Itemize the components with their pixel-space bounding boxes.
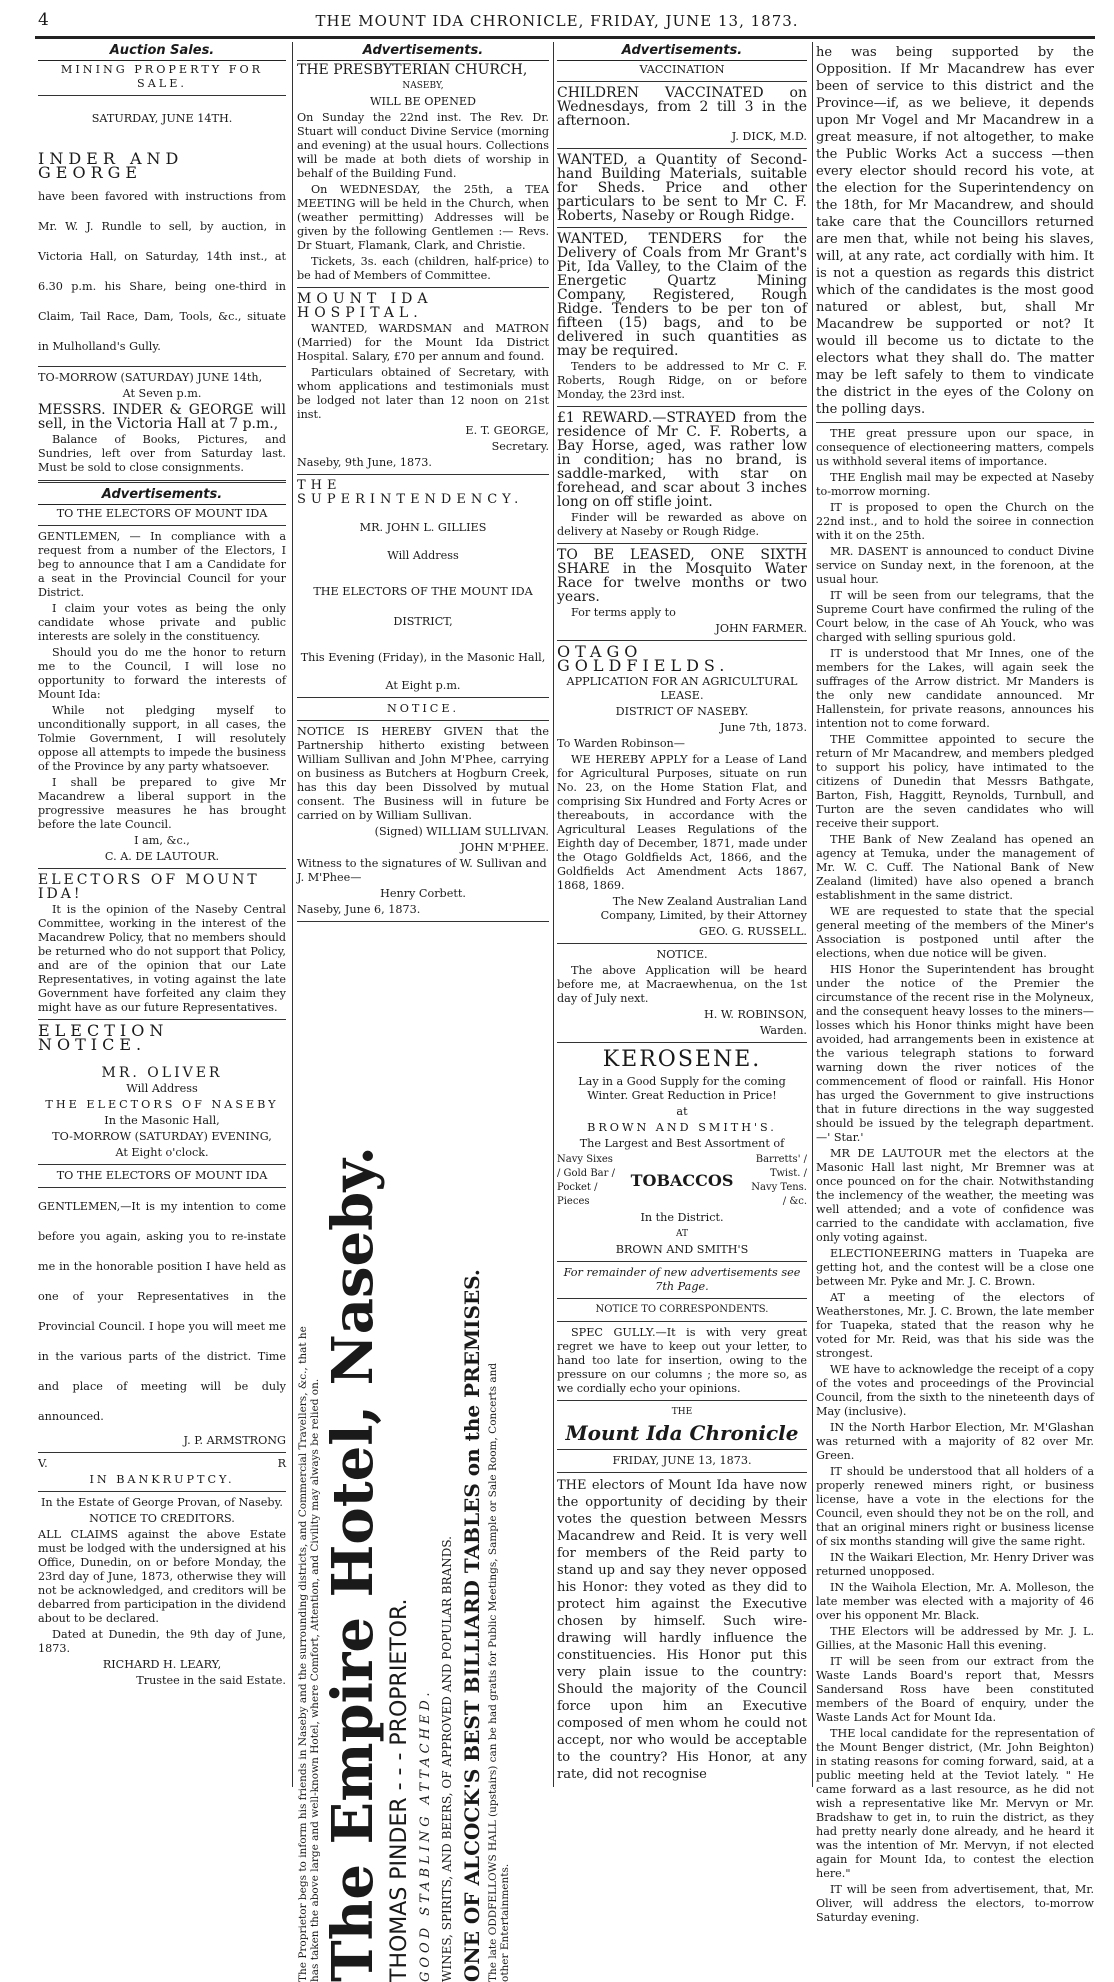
- page-header: [0, 0, 1114, 40]
- ad-text: At Eight o'clock.: [115, 1146, 209, 1159]
- column-divider: [812, 42, 813, 1787]
- ad-body: Particulars obtained of Secretary, with whom applications and testimonials must be lodged not later than 12 noon on 21st inst.: [297, 366, 549, 421]
- column-divider: [292, 42, 293, 1787]
- ad-text: THE ELECTORS OF NASEBY: [45, 1098, 279, 1111]
- ad-text: In the District.: [640, 1211, 724, 1224]
- news-item: IN the Waikari Election, Mr. Henry Driver was returned unopposed.: [816, 1551, 1094, 1578]
- news-item: THE English mail may be expected at Naseby to-morrow morning.: [816, 471, 1094, 498]
- ad-heading: KEROSENE.: [602, 1047, 762, 1072]
- ad-signature: GEO. G. RUSSELL.: [699, 925, 807, 938]
- ad-text: The Largest and Best Assortment of: [579, 1137, 785, 1150]
- ad-body: Tickets, 3s. each (children, half-price) to be had of Members of Committee.: [297, 255, 549, 282]
- ad-heading: INDER AND GEORGE: [38, 149, 184, 182]
- news-item: THE Bank of New Zealand has opened an agency at Temuka, under the management of Mr. W. C. Cuff. The National Bank of New Zealand (limited) have also opened a branch establishment in the same district.: [816, 833, 1094, 902]
- editorial-text: he was being supported by the Opposition. If Mr Macandrew has ever been of service to this district and the Province—if, as we believe, it depends upon Mr Vogel and Mr Macandrew in a great measure, if not altogether, to make the Public Works Act a success —then every elector should record his vote, at the election for the Superintendency on the 18th, for Mr Macandrew, and should take care that the Councillors returned are men that, while not being his slaves, will, at any rate, act cordially with him. It is not a question as regards this district which of the candidates is the most good natured or ablest, but, shall Mr Macandrew be supported or not? It would ill become us to dictate to the electors what they shall do. The matter may be left safely to them to vindicate the district in the eyes of the Colony on the polling days.: [816, 45, 1094, 417]
- ad-name: MR. OLIVER: [101, 1065, 223, 1081]
- ad-text: For remainder of new advertisements see 7th Page.: [563, 1266, 801, 1293]
- news-item: IT will be seen from our telegrams, that the Supreme Court have confirmed the ruling of the Court below, in the case of Ah Youck, who was charged with selling spurious gold.: [816, 589, 1094, 644]
- hotel-text: GOOD STABLING ATTACHED.: [418, 1688, 433, 1982]
- ad-date: TO-MORROW (SATURDAY) JUNE 14th,: [38, 371, 263, 384]
- ad-heading: ELECTORS OF MOUNT IDA!: [38, 872, 260, 902]
- ad-body: NOTICE IS HEREBY GIVEN that the Partnership hitherto existing between William Sullivan and John M'Phee, carrying on business as Butchers at Hogburn Creek, has this day been Dissolved by mutual consent. The Business will in future be carried on by William Sullivan.: [297, 725, 549, 822]
- ad-heading: ELECTION NOTICE.: [38, 1021, 169, 1054]
- ad-body: The above Application will be heard before me, at Macraewhenua, on the 1st day of July next.: [557, 964, 807, 1005]
- ad-body: Dated at Dunedin, the 9th day of June, 1873.: [38, 1628, 286, 1655]
- column-1: [38, 42, 286, 1787]
- news-item: IT is proposed to open the Church on the 22nd inst., and to hold the soiree in connection with it on the 25th.: [816, 501, 1094, 542]
- ad-signature: JOHN M'PHEE.: [460, 841, 549, 854]
- news-item: WE have to acknowledge the receipt of a copy of the votes and proceedings of the Provincial Council, from the sixth to the nineteenth days of May (inclusive).: [816, 1363, 1094, 1418]
- ad-heading: IN BANKRUPTCY.: [89, 1473, 235, 1486]
- ad-body: MESSRS. INDER & GEORGE will sell, in the Victoria Hall at 7 p.m.,: [38, 402, 286, 432]
- hotel-text: The late ODDFELLOWS HALL (upstairs) can be had gratis for Public Meetings, Sample or Sale Room, Concerts and: [487, 1362, 499, 1982]
- column-4: [816, 42, 1094, 1924]
- ad-title: MINING PROPERTY FOR SALE.: [60, 63, 264, 90]
- ad-signature: (Signed) WILLIAM SULLIVAN.: [374, 825, 549, 838]
- hotel-text: WINES, SPIRITS, AND BEERS, OF APPROVED AND POPULAR BRANDS.: [440, 1536, 454, 1982]
- ad-signature: RICHARD H. LEARY,: [102, 1658, 222, 1671]
- ad-text: at: [676, 1105, 688, 1118]
- ad-text: At Eight p.m.: [385, 679, 461, 692]
- hotel-text: The Proprietor begs to inform his friends in Naseby and the surrounding districts, and Commercial Travellers, &c., that he: [297, 1326, 309, 1982]
- page-number: 4: [38, 10, 49, 30]
- rule: [38, 95, 286, 96]
- ad-text: Will Address: [126, 1082, 198, 1095]
- ad-text: In the Masonic Hall,: [104, 1114, 220, 1127]
- ad-text: Lay in a Good Supply for the coming Winter. Great Reduction in Price!: [578, 1075, 786, 1102]
- news-item: ELECTIONEERING matters in Tuapeka are getting hot, and the contest will be a close one between Mr. Pyke and Mr. J. C. Brown.: [816, 1247, 1094, 1288]
- section-heading: Advertisements.: [297, 44, 549, 61]
- page-title: THE MOUNT IDA CHRONICLE, FRIDAY, JUNE 13, 1873.: [315, 12, 799, 30]
- news-item: THE great pressure upon our space, in consequence of electioneering matters, compels us withhold several items of importance.: [816, 427, 1094, 468]
- news-item: THE Electors will be addressed by Mr. J. L. Gillies, at the Masonic Hall this evening.: [816, 1625, 1094, 1652]
- ad-heading: OTAGO GOLDFIELDS.: [557, 642, 730, 675]
- ad-text: For terms apply to: [571, 606, 676, 619]
- ad-text: NOTICE TO CREDITORS.: [89, 1512, 235, 1525]
- ad-body: TO BE LEASED, ONE SIXTH SHARE in the Mosquito Water Race for twelve months or two years.: [557, 547, 807, 605]
- ad-text: BROWN AND SMITH'S: [615, 1243, 749, 1256]
- news-item: IN the North Harbor Election, Mr. M'Glashan was returned with a majority of 82 over Mr. Green.: [816, 1421, 1094, 1462]
- ad-text: In the Estate of George Provan, of Naseby.: [41, 1496, 283, 1509]
- hotel-proprietor: THOMAS PINDER - - - PROPRIETOR.: [387, 1598, 412, 1982]
- column-3: [557, 42, 807, 1787]
- editorial-text: THE electors of Mount Ida have now the opportunity of deciding by their votes the question between Messrs Macandrew and Reid. It is very well for members of the Reid party to stand up and say they never opposed his Honor: they voted as they did to protect him against the Executive chosen by himself. Such wire-drawing will hardly influence the constituencies. His Honor put this very plain issue to the country: Should the majority of the Council force upon him an Executive composed of men whom he could not accept, nor who would be acceptable to the country? His Honor, at any rate, did not recognise: [557, 1478, 807, 1782]
- ad-text: To Warden Robinson—: [557, 737, 685, 750]
- news-item: MR. DASENT is announced to conduct Divine service on Sunday next, in the forenoon, at the usual hour.: [816, 545, 1094, 586]
- ad-text: NASEBY,: [402, 81, 444, 91]
- ad-body: CHILDREN VACCINATED on Wednesdays, from 2 till 3 in the afternoon.: [557, 85, 807, 129]
- ad-time: At Seven p.m.: [122, 387, 202, 400]
- ad-text: TOBACCOS: [630, 1171, 734, 1190]
- ad-signature: J. DICK, M.D.: [731, 130, 807, 143]
- news-item: THE Committee appointed to secure the return of Mr Macandrew, and members pledged to support his policy, have intimated to the citizens of Dunedin that Messrs Bathgate, Barton, Fish, Haggitt, Reynolds, Turnbull, and Turton are the seven candidates who will receive their support.: [816, 733, 1094, 830]
- ad-body: On Sunday the 22nd inst. The Rev. Dr. Stuart will conduct Divine Service (morning and evening) at the usual hours. Collections will be made at both diets of worship in behalf of the Building Fund.: [297, 111, 549, 180]
- ad-heading: NOTICE.: [386, 702, 460, 715]
- ad-text: Henry Corbett.: [380, 887, 466, 900]
- hotel-name: The Empire Hotel, Naseby.: [320, 1146, 386, 1982]
- hotel-text: other Entertainments.: [499, 1863, 511, 1982]
- ad-text: AT: [675, 1229, 688, 1239]
- ad-closing: I am, &c.,: [134, 834, 190, 847]
- ad-heading: TO THE ELECTORS OF MOUNT IDA: [56, 1169, 268, 1182]
- ad-text: APPLICATION FOR AN AGRICULTURAL LEASE.: [566, 675, 798, 702]
- ad-body: GENTLEMEN,—It is my intention to come before you again, asking you to re-instate me in the honorable position I have held as one of your Representatives in the Provincial Council. I hope you will meet me in the various parts of the district. Time and place of meeting will be duly announced.: [38, 1200, 286, 1423]
- ad-body: It is the opinion of the Naseby Central Committee, working in the interest of the Macandrew Policy, that no members should be returned who do not support that Policy, and are of the opinion that our Late Representatives, in voting against the late Government have forfeited any claim they might have as our future Representatives.: [38, 903, 286, 1014]
- news-item: THE local candidate for the representation of the Mount Benger district, (Mr. John Beighton) in stating reasons for coming forward, said, at a public meeting held at the Teviot lately. " He came forward as a last resource, as he did not wish a representative like Mr. Mervyn or Mr. Bradshaw to get in, to ruin the district, as they had pretty nearly done already, and he heard it was the intention of Mr. Mervyn, if not elected again for Mount Ida, to contest the election here.": [816, 1727, 1094, 1880]
- section-heading: Advertisements.: [38, 488, 286, 505]
- ad-text: Will Address: [387, 549, 459, 562]
- ad-text: WILL BE OPENED: [369, 95, 477, 108]
- ad-text: Navy Sixes / Gold Bar / Pocket / Pieces: [557, 1154, 615, 1207]
- ad-date: SATURDAY, JUNE 14TH.: [91, 112, 233, 125]
- ad-body: Finder will be rewarded as above on delivery at Naseby or Rough Ridge.: [557, 511, 807, 538]
- ad-body: WANTED, a Quantity of Second-hand Building Materials, suitable for Sheds. Price and other particulars to be sent to Mr C. F. Roberts, Naseby or Rough Ridge.: [557, 152, 807, 224]
- ad-body: I claim your votes as being the only candidate whose private and public interests are solely in the constituency.: [38, 602, 286, 643]
- ad-heading: THE PRESBYTERIAN CHURCH,: [297, 62, 528, 78]
- masthead-the: THE: [671, 1407, 693, 1417]
- news-item: WE are requested to state that the special general meeting of the members of the Miner's Association is postponed until after the elections, when due notice will be given.: [816, 905, 1094, 960]
- news-item: IT is understood that Mr Innes, one of the members for the Lakes, will again seek the suffrages of the Arrow district. Mr Manders is the only new candidate announced. Mr Hallenstein, for private reasons, announces his intention not to come forward.: [816, 647, 1094, 730]
- ad-body: I shall be prepared to give Mr Macandrew a liberal support in the progressive measures he has brought before the late Council.: [38, 776, 286, 831]
- ad-signature: JOHN FARMER.: [715, 622, 807, 635]
- ad-signature: J. P. ARMSTRONG: [183, 1434, 286, 1447]
- tobacco-box: [557, 1153, 807, 1209]
- ad-body: £1 REWARD.—STRAYED from the residence of Mr C. F. Roberts, a Bay Horse, aged, was rather low in condition; has no brand, is saddle-marked, with star on forehead, and scar about 3 inches long on off stifle joint.: [557, 410, 807, 510]
- ad-body: have been favored with instructions from Mr. W. J. Rundle to sell, by auction, in Victoria Hall, on Saturday, 14th inst., at 6.30 p.m. his Share, being one-third in Claim, Tail Race, Dam, Tools, &c., situate in Mulholland's Gully.: [38, 190, 286, 353]
- ad-body: GENTLEMEN, — In compliance with a request from a number of the Electors, I beg to announce that I am a Candidate for a seat in the Provincial Council for your District.: [38, 530, 286, 599]
- section-heading: Advertisements.: [557, 44, 807, 61]
- ad-text: This Evening (Friday), in the Masonic Hall,: [300, 651, 546, 664]
- ad-text: THE ELECTORS OF THE MOUNT IDA DISTRICT,: [313, 585, 533, 628]
- crest-letter: V.: [38, 1457, 48, 1470]
- ad-body: While not pledging myself to unconditionally support, in all cases, the Tolmie Government, I will resolutely oppose all attempts to impede the business of the Province by any party whatsoever.: [38, 704, 286, 773]
- ad-text: Warden.: [759, 1024, 807, 1037]
- ad-date: Naseby, June 6, 1873.: [297, 903, 421, 916]
- hotel-text: ONE OF ALCOCK'S BEST BILLIARD TABLES on the PREMISES.: [460, 1269, 484, 1982]
- ad-text: DISTRICT OF NASEBY.: [615, 705, 749, 718]
- ad-name: MR. JOHN L. GILLIES: [359, 521, 487, 534]
- ad-signature: E. T. GEORGE,: [465, 424, 549, 437]
- news-item: IN the Waihola Election, Mr. A. Molleson, the late member was elected with a majority of 46 over his opponent Mr. Black.: [816, 1581, 1094, 1622]
- news-item: IT will be seen from advertisement, that, Mr. Oliver, will address the electors, to-morrow Saturday evening.: [816, 1883, 1094, 1924]
- section-heading: Auction Sales.: [38, 44, 286, 61]
- news-item: MR DE LAUTOUR met the electors at the Masonic Hall last night, Mr Bremner was at once pounced on for the chair. Notwithstanding the inclemency of the weather, the meeting was well attended; and a vote of confidence was carried to the candidate with acclamation, five only voting against.: [816, 1147, 1094, 1244]
- royal-crest: [38, 1457, 286, 1471]
- news-item: HIS Honor the Superintendent has brought under the notice of the Premier the circumstance of the recent rise in the Molyneux, and the consequent heavy losses to the miners—losses which his Honor thinks might have been avoided, had arrangements been in existence at the various telegraph stations to forward warning down the river notices of the commencement of flood or rainfall. His Honor has urged the Government to give instructions that in future directions in the way suggested should be issued by the telegraph department. —' Star.': [816, 963, 1094, 1144]
- crest-letter: R: [277, 1457, 286, 1470]
- ad-date: June 7th, 1873.: [719, 721, 807, 734]
- ad-signature: H. W. ROBINSON,: [703, 1008, 807, 1021]
- header-rule: [35, 36, 1095, 39]
- ad-body: ALL CLAIMS against the above Estate must be lodged with the undersigned at his Office, Dunedin, on or before Monday, the 23rd day of June, 1873, otherwise they will not be acknowledged, and creditors will be debarred from participation in the dividend about to be declared.: [38, 1528, 286, 1625]
- masthead: Mount Ida Chronicle: [565, 1421, 799, 1445]
- ad-text: BROWN AND SMITH'S.: [587, 1121, 777, 1134]
- column-divider: [553, 42, 554, 1787]
- ad-heading: NOTICE TO CORRESPONDENTS.: [595, 1304, 769, 1315]
- ad-body: On WEDNESDAY, the 25th, a TEA MEETING will be held in the Church, when (weather permitting) Addresses will be given by the following Gentlemen :— Revs. Dr Stuart, Flamank, Clark, and Christie.: [297, 183, 549, 252]
- ad-text: Secretary.: [491, 440, 549, 453]
- masthead-date: FRIDAY, JUNE 13, 1873.: [612, 1454, 752, 1467]
- ad-body: Tenders to be addressed to Mr C. F. Roberts, Rough Ridge, on or before Monday, the 23rd inst.: [557, 360, 807, 401]
- ad-text: Barretts' / Twist. / Navy Tens. / &c.: [751, 1154, 807, 1207]
- ad-body: SPEC GULLY.—It is with very great regret we have to keep out your letter, to hand too late for insertion, owing to the pressure on our columns ; the more so, as we cordially echo your opinions.: [557, 1326, 807, 1395]
- ad-date: Naseby, 9th June, 1873.: [297, 456, 432, 469]
- ad-heading: TO THE ELECTORS OF MOUNT IDA: [56, 507, 268, 520]
- ad-body: WANTED, TENDERS for the Delivery of Coals from Mr Grant's Pit, Ida Valley, to the Claim of the Energetic Quartz Mining Company, Registered, Rough Ridge. Tenders to be per ton of fifteen (15) bags, and to be delivered in such quantities as may be required.: [557, 231, 807, 359]
- hotel-text: has taken the above large and well-known Hotel, where Comfort, Attention, and Civility may always be relied on.: [309, 1378, 321, 1982]
- ad-heading: NOTICE.: [656, 948, 708, 961]
- ad-body: WANTED, WARDSMAN and MATRON (Married) for the Mount Ida District Hospital. Salary, £70 per annum and found.: [297, 322, 549, 363]
- news-item: IT should be understood that all holders of a properly renewed miners right, or business license, have a vote in the elections for the Council, even should they not be on the roll, and that an original miners right or business license of six months standing will give the same right.: [816, 1465, 1094, 1548]
- news-item: IT will be seen from our extract from the Waste Lands Board's report that, Messrs Sandersand Ross have been constituted members of the Board of enquiry, under the Waste Lands Act for Mount Ida.: [816, 1655, 1094, 1724]
- ad-text: The New Zealand Australian Land Company, Limited, by their Attorney: [600, 895, 807, 922]
- ad-text: TO-MORROW (SATURDAY) EVENING,: [52, 1130, 272, 1143]
- ad-signature: C. A. DE LAUTOUR.: [104, 850, 220, 863]
- ad-heading: VACCINATION: [639, 63, 725, 76]
- ad-heading: THE SUPERINTENDENCY.: [297, 478, 524, 507]
- ad-text: Witness to the signatures of W. Sullivan and J. M'Phee—: [297, 857, 547, 884]
- ad-body: Should you do me the honor to return me to the Council, I will lose no opportunity to forward the interests of Mount Ida:: [38, 646, 286, 701]
- ad-body: WE HEREBY APPLY for a Lease of Land for Agricultural Purposes, situate on run No. 23, on the Home Station Flat, and comprising Six Hundred and Forty Acres or thereabouts, in accordance with the Agricultural Leases Regulations of the Eighth day of December, 1871, made under the Otago Goldfields Act, 1866, and the Goldfields Act Amendment Acts 1867, 1868, 1869.: [557, 753, 807, 892]
- news-item: AT a meeting of the electors of Weatherstones, Mr. J. C. Brown, the late member for Tuapeka, stated that the reason why he voted for Mr. Reid, was that his side was the strongest.: [816, 1291, 1094, 1360]
- ad-text: Trustee in the said Estate.: [136, 1674, 286, 1687]
- ad-body: Balance of Books, Pictures, and Sundries, left over from Saturday last. Must be sold to close consignments.: [38, 433, 286, 474]
- ad-heading: MOUNT IDA HOSPITAL.: [297, 291, 433, 321]
